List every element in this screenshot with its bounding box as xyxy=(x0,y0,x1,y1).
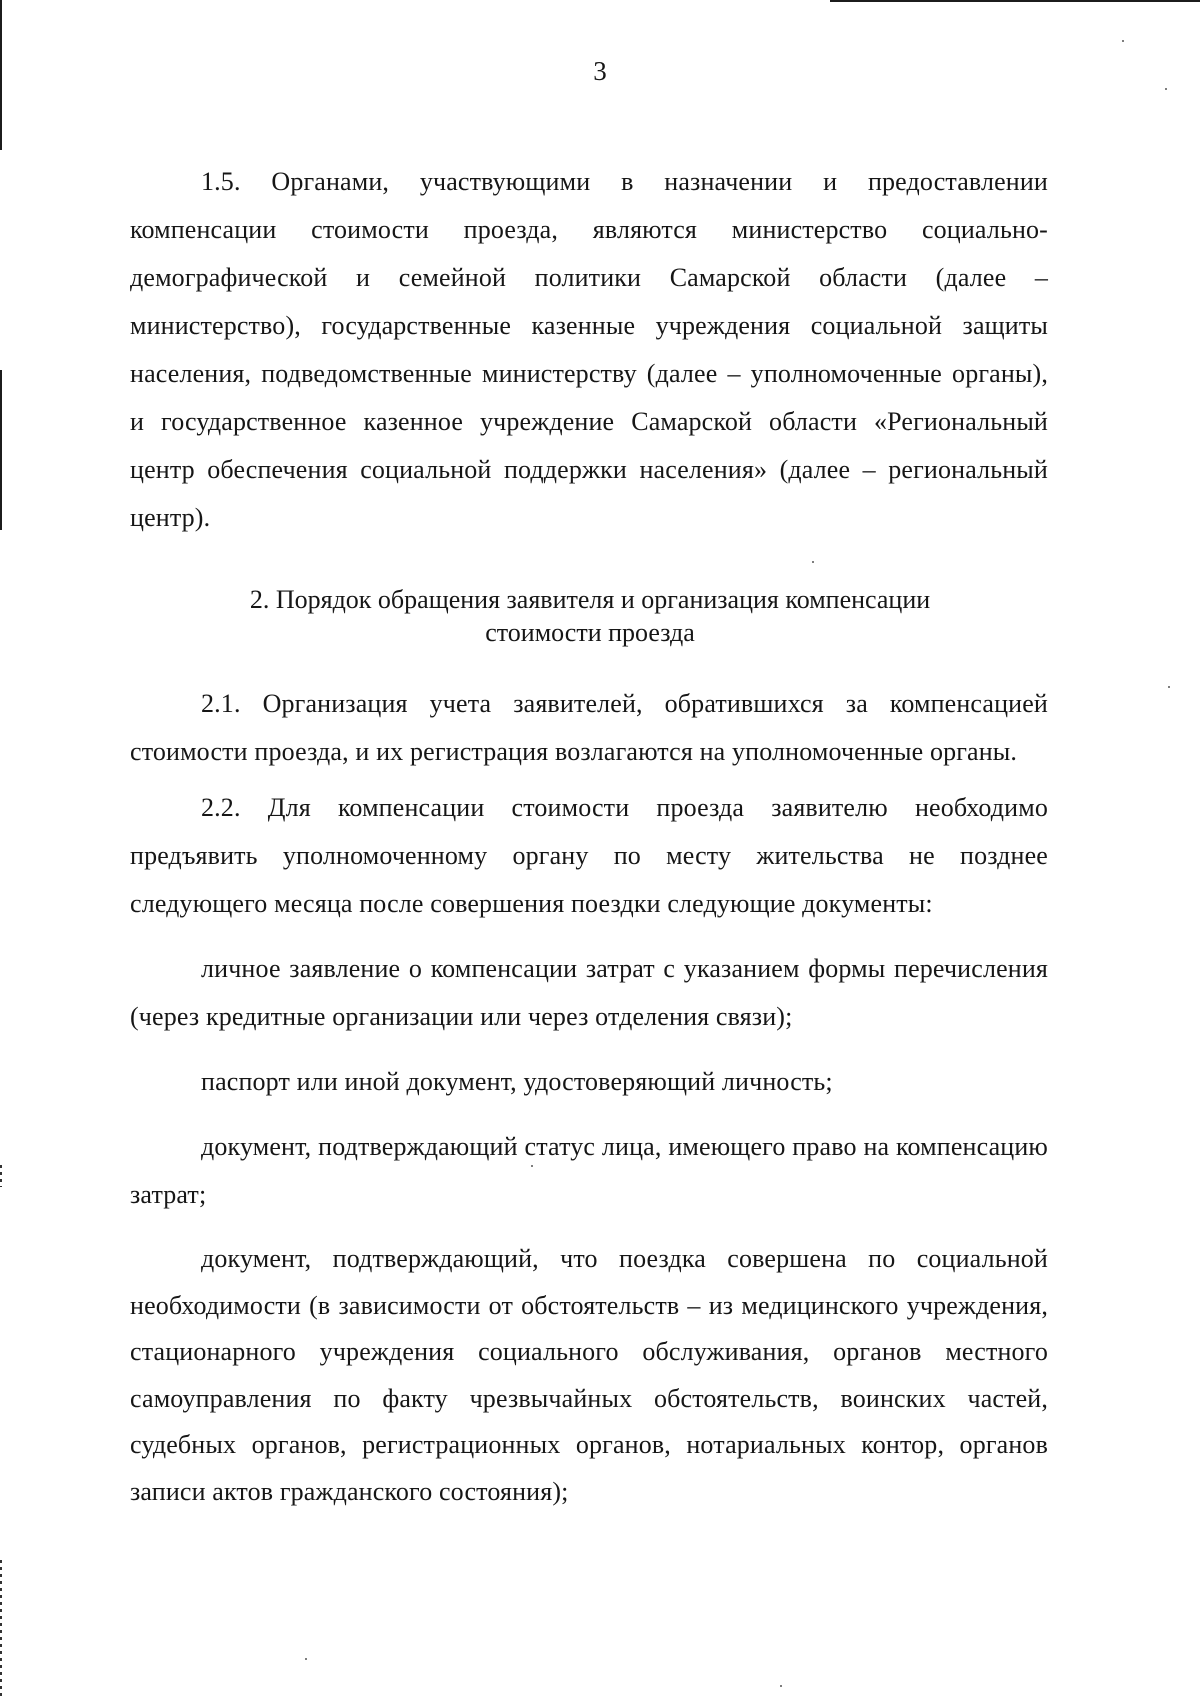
scan-speck xyxy=(1165,88,1167,90)
scan-speck xyxy=(1122,40,1124,42)
list-item-necessity-document: документ, подтверждающий, что поездка совершена по социальной необходимости (в зависимости от обстоятельств – из медицинского учреждения, стационарного учреждения социального обслуживания, органов местного самоуправления по факту чрезвычайных обстоятельств, воинских частей, судебных органов, регистрационных органов, нотариальных контор, органов записи актов гражданского состояния); xyxy=(130,1244,1048,1506)
section-2-heading-line-2: стоимости проезда xyxy=(485,618,695,647)
section-2-heading xyxy=(200,583,980,649)
section-2-body xyxy=(130,680,1048,1515)
list-item-application: личное заявление о компенсации затрат с указанием формы перечисления (через кредитные организации или через отделения связи); xyxy=(130,954,1048,1031)
clause-1-5-block xyxy=(130,158,1048,542)
scan-speck xyxy=(812,561,814,563)
paragraph-2-2: 2.2. Для компенсации стоимости проезда заявителю необходимо предъявить уполномоченному органу по месту жительства не позднее следующего месяца после совершения поездки следующие документы: xyxy=(130,793,1048,918)
list-item-passport: паспорт или иной документ, удостоверяющий личность; xyxy=(201,1067,833,1096)
scan-speck xyxy=(1168,686,1170,688)
paragraph-1-5: 1.5. Органами, участвующими в назначении и предоставлении компенсации стоимости проезда, являются министерство социально-демографической и семейной политики Самарской области (далее – министерство), государственные казенные учреждения социальной защиты населения, подведомственные министерству (далее – уполномоченные органы), и государственное казенное учреждение Самарской области «Региональный центр обеспечения социальной поддержки населения» (далее – региональный центр). xyxy=(130,167,1048,532)
scan-edge-mark-top-right xyxy=(830,0,1200,2)
paragraph-2-1: 2.1. Организация учета заявителей, обратившихся за компенсацией стоимости проезда, и их регистрация возлагаются на уполномоченные органы. xyxy=(130,689,1048,766)
page-number: 3 xyxy=(593,56,607,86)
scan-edge-mark-left-bottom xyxy=(0,1560,2,1697)
scan-speck xyxy=(780,1685,782,1687)
scan-edge-mark-left-middle xyxy=(0,370,2,530)
section-2-heading-line-1: 2. Порядок обращения заявителя и организация компенсации xyxy=(249,585,931,614)
list-item-status-document: документ, подтверждающий статус лица, имеющего право на компенсацию затрат; xyxy=(130,1132,1048,1209)
scan-speck xyxy=(305,1658,307,1660)
scan-edge-mark-left-lower xyxy=(0,1165,2,1187)
